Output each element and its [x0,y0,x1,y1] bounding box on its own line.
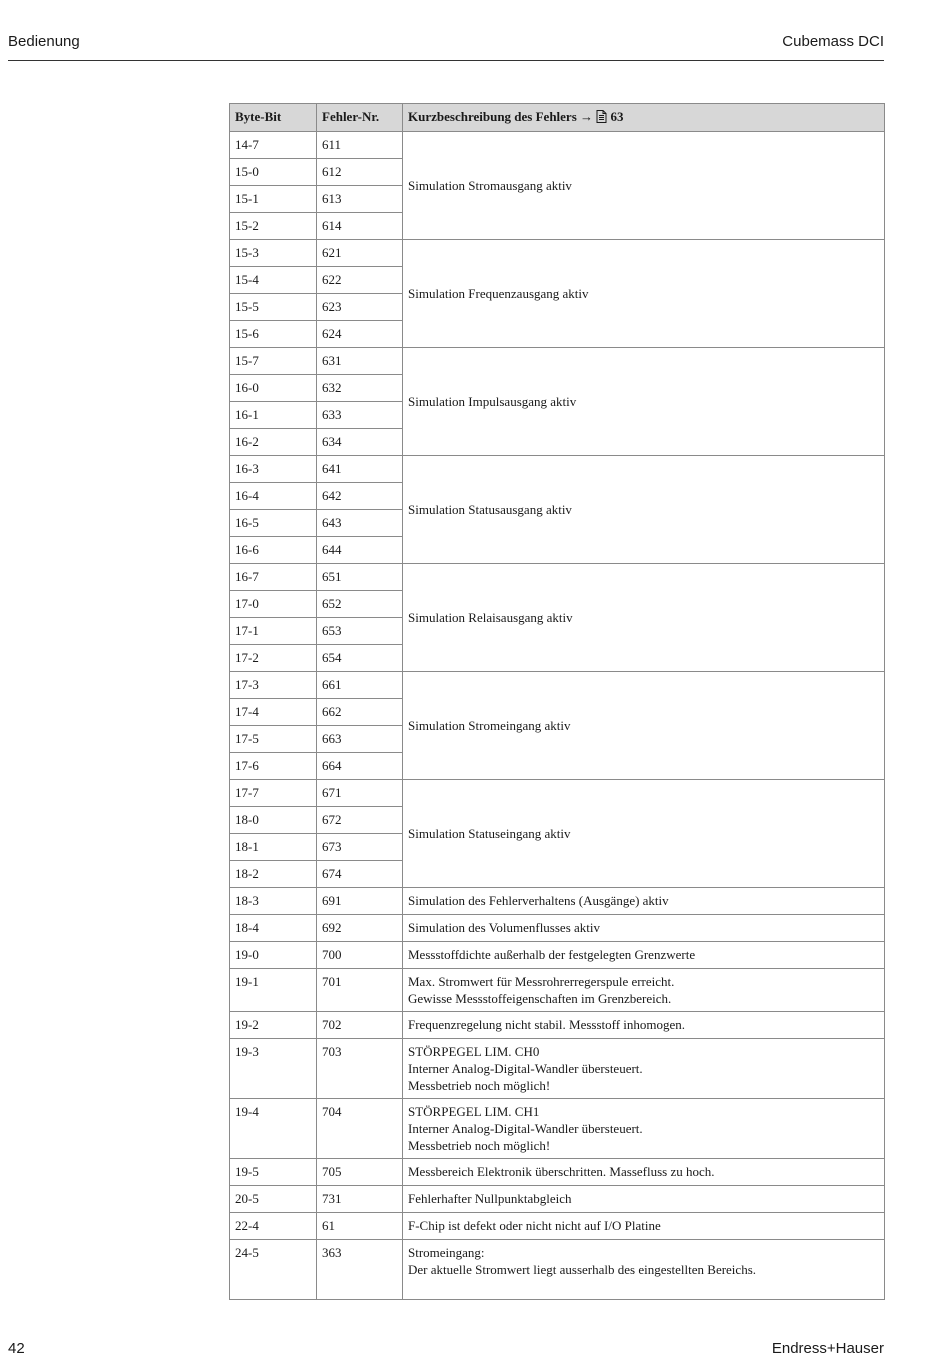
description-cell: Simulation Stromausgang aktiv [403,132,885,240]
byte-bit-cell: 16-6 [230,537,317,564]
byte-bit-cell: 19-0 [230,942,317,969]
error-code-table [229,103,885,1300]
description-cell [403,969,885,1012]
description-line: STÖRPEGEL LIM. CH0 [408,1044,540,1059]
description-cell [403,1039,885,1099]
byte-bit-cell: 18-2 [230,861,317,888]
error-number-cell: 614 [317,213,403,240]
description-cell [403,1012,885,1039]
byte-bit-cell: 16-1 [230,402,317,429]
column-header-error-number: Fehler-Nr. [317,104,403,132]
byte-bit-cell: 17-0 [230,591,317,618]
error-number-cell: 61 [317,1213,403,1240]
description-line: Fehlerhafter Nullpunktabgleich [408,1191,572,1206]
description-line: Frequenzregelung nicht stabil. Messstoff inhomogen. [408,1017,686,1032]
byte-bit-cell: 16-3 [230,456,317,483]
error-number-cell: 631 [317,348,403,375]
error-number-cell: 644 [317,537,403,564]
header-section-title: Bedienung [8,33,80,50]
error-number-cell: 663 [317,726,403,753]
byte-bit-cell: 19-1 [230,969,317,1012]
error-number-cell: 642 [317,483,403,510]
description-cell: Simulation Stromeingang aktiv [403,672,885,780]
error-number-cell: 613 [317,186,403,213]
byte-bit-cell: 15-4 [230,267,317,294]
byte-bit-cell: 15-7 [230,348,317,375]
error-number-cell: 611 [317,132,403,159]
error-number-cell: 705 [317,1159,403,1186]
error-number-cell: 651 [317,564,403,591]
error-number-cell: 621 [317,240,403,267]
description-cell [403,1159,885,1186]
error-number-cell: 633 [317,402,403,429]
description-cell: Simulation Frequenzausgang aktiv [403,240,885,348]
byte-bit-cell: 15-5 [230,294,317,321]
description-cell [403,1099,885,1159]
byte-bit-cell: 19-2 [230,1012,317,1039]
table-row [230,1240,885,1300]
description-line: STÖRPEGEL LIM. CH1 [408,1104,540,1119]
table-row [230,672,885,699]
error-number-cell: 653 [317,618,403,645]
error-number-cell: 703 [317,1039,403,1099]
table-row [230,1039,885,1099]
description-cell: Simulation Statuseingang aktiv [403,780,885,888]
error-number-cell: 623 [317,294,403,321]
description-line: Interner Analog-Digital-Wandler übersteuert. [408,1121,643,1136]
byte-bit-cell: 22-4 [230,1213,317,1240]
table-row [230,240,885,267]
error-number-cell: 701 [317,969,403,1012]
description-cell: Simulation Statusausgang aktiv [403,456,885,564]
description-line: Messbereich Elektronik überschritten. Massefluss zu hoch. [408,1164,715,1179]
byte-bit-cell: 20-5 [230,1186,317,1213]
table-row [230,1159,885,1186]
error-number-cell: 692 [317,915,403,942]
description-line: Max. Stromwert für Messrohrerregerspule erreicht. [408,974,675,989]
table-row [230,1213,885,1240]
table-row [230,942,885,969]
byte-bit-cell: 15-2 [230,213,317,240]
byte-bit-cell: 16-4 [230,483,317,510]
byte-bit-cell: 17-5 [230,726,317,753]
table-body [230,132,885,1300]
byte-bit-cell: 15-0 [230,159,317,186]
error-number-cell: 641 [317,456,403,483]
description-line: Messbetrieb noch möglich! [408,1078,551,1093]
byte-bit-cell: 15-6 [230,321,317,348]
byte-bit-cell: 16-7 [230,564,317,591]
column-header-byte-bit: Byte-Bit [230,104,317,132]
table-row [230,1186,885,1213]
error-number-cell: 673 [317,834,403,861]
byte-bit-cell: 16-0 [230,375,317,402]
description-cell [403,1186,885,1213]
error-number-cell: 654 [317,645,403,672]
byte-bit-cell: 19-5 [230,1159,317,1186]
table-row [230,915,885,942]
byte-bit-cell: 16-5 [230,510,317,537]
header-product-name: Cubemass DCI [782,33,884,50]
page-number: 42 [8,1340,25,1357]
description-line: Simulation des Volumenflusses aktiv [408,920,600,935]
byte-bit-cell: 16-2 [230,429,317,456]
byte-bit-cell: 17-4 [230,699,317,726]
reference-arrow: → [580,109,594,124]
error-number-cell: 363 [317,1240,403,1300]
description-line: Gewisse Messstoffeigenschaften im Grenzbereich. [408,991,672,1006]
error-number-cell: 624 [317,321,403,348]
error-number-cell: 674 [317,861,403,888]
description-line: Interner Analog-Digital-Wandler übersteuert. [408,1061,643,1076]
column-header-description-label: Kurzbeschreibung des Fehlers [408,109,577,124]
error-number-cell: 634 [317,429,403,456]
byte-bit-cell: 17-3 [230,672,317,699]
error-number-cell: 702 [317,1012,403,1039]
error-number-cell: 612 [317,159,403,186]
description-line: F-Chip ist defekt oder nicht nicht auf I/O Platine [408,1218,661,1233]
error-number-cell: 672 [317,807,403,834]
error-number-cell: 643 [317,510,403,537]
byte-bit-cell: 18-4 [230,915,317,942]
table-row [230,1099,885,1159]
byte-bit-cell: 19-4 [230,1099,317,1159]
byte-bit-cell: 19-3 [230,1039,317,1099]
description-cell [403,1240,885,1300]
table-row [230,348,885,375]
description-cell [403,888,885,915]
error-number-cell: 662 [317,699,403,726]
byte-bit-cell: 18-3 [230,888,317,915]
byte-bit-cell: 18-0 [230,807,317,834]
byte-bit-cell: 17-2 [230,645,317,672]
table-row [230,1012,885,1039]
error-number-cell: 652 [317,591,403,618]
byte-bit-cell: 24-5 [230,1240,317,1300]
description-cell [403,942,885,969]
byte-bit-cell: 14-7 [230,132,317,159]
error-number-cell: 661 [317,672,403,699]
byte-bit-cell: 15-1 [230,186,317,213]
error-number-cell: 622 [317,267,403,294]
table-row [230,456,885,483]
byte-bit-cell: 18-1 [230,834,317,861]
error-number-cell: 664 [317,753,403,780]
table-row [230,969,885,1012]
description-cell [403,1213,885,1240]
description-cell [403,915,885,942]
reference-page-number: 63 [610,109,624,124]
byte-bit-cell: 17-1 [230,618,317,645]
description-cell: Simulation Relaisausgang aktiv [403,564,885,672]
column-header-description [403,104,885,132]
table-header-row [230,104,885,132]
page-reference-icon [596,110,607,123]
description-line: Stromeingang: [408,1245,485,1260]
description-line [408,1278,879,1295]
description-line: Messstoffdichte außerhalb der festgelegten Grenzwerte [408,947,696,962]
error-number-cell: 671 [317,780,403,807]
description-cell: Simulation Impulsausgang aktiv [403,348,885,456]
error-number-cell: 731 [317,1186,403,1213]
table-row [230,564,885,591]
error-number-cell: 700 [317,942,403,969]
error-number-cell: 691 [317,888,403,915]
description-line: Messbetrieb noch möglich! [408,1138,551,1153]
table-row [230,132,885,159]
byte-bit-cell: 17-7 [230,780,317,807]
error-number-cell: 704 [317,1099,403,1159]
error-number-cell: 632 [317,375,403,402]
byte-bit-cell: 15-3 [230,240,317,267]
description-line: Der aktuelle Stromwert liegt ausserhalb des eingestellten Bereichs. [408,1262,756,1277]
footer-brand: Endress+Hauser [771,1340,884,1357]
description-line: Simulation des Fehlerverhaltens (Ausgänge) aktiv [408,893,669,908]
header-rule [8,60,884,61]
table-row [230,888,885,915]
byte-bit-cell: 17-6 [230,753,317,780]
table-row [230,780,885,807]
